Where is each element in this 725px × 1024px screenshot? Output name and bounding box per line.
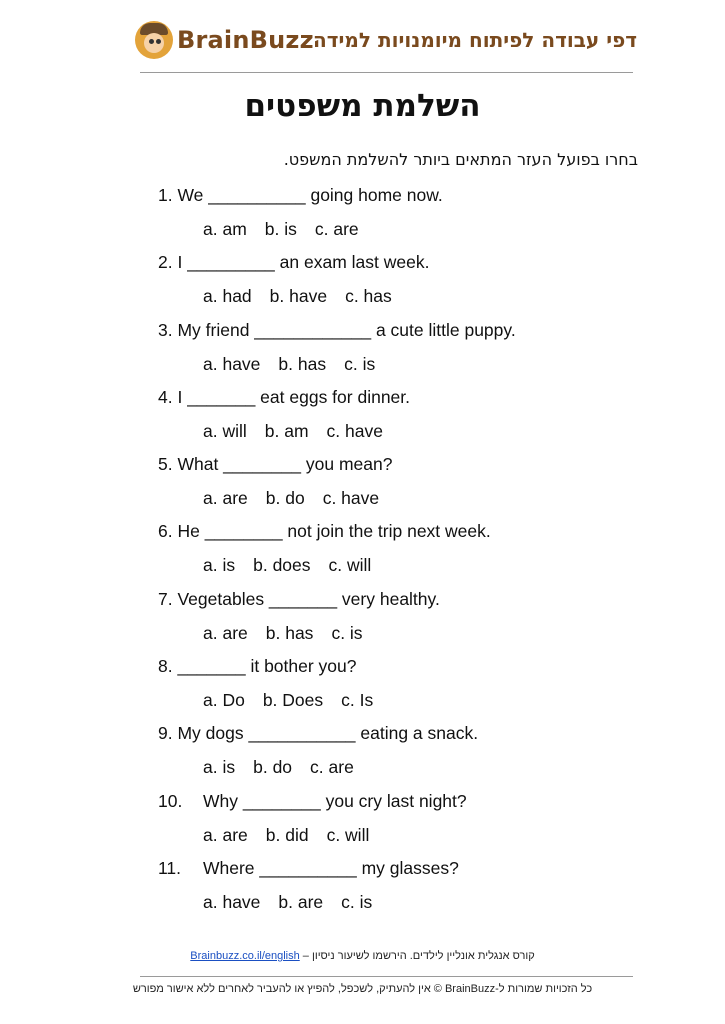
copyright-text: כל הזכויות שמורות ל-BrainBuzz © אין להעתיק, לשכפל, להפיץ או להעביר לאחרים ללא אישור מפורש [132,983,593,995]
question-number: 6. [158,521,173,542]
question-text: Where __________ my glasses? [203,857,459,878]
question-number: 1. [158,185,173,205]
question-text: We __________ going home now. [172,185,443,205]
option-a: a. are [203,488,248,509]
option-a: a. Do [203,690,245,711]
option-c: c. have [326,420,383,441]
question-text: _______ it bother you? [172,656,357,677]
question-item [158,182,638,249]
worksheet-title: השלמת משפטים [244,88,481,124]
option-c: c. will [326,824,370,845]
question-number: 3. [158,319,173,340]
option-c: c. is [341,891,373,912]
question-item [158,518,638,585]
question-text: He ________ not join the trip next week. [172,521,491,542]
option-a: a. will [203,420,247,441]
option-b: b. has [265,622,314,643]
question-number: 11. [158,857,182,878]
option-a: a. am [203,219,247,239]
option-b: b. does [253,555,311,576]
page-header [0,12,725,70]
option-c: c. is [331,622,363,643]
question-item [158,720,638,787]
question-text: Vegetables _______ very healthy. [172,588,440,609]
question-number: 8. [158,656,173,677]
question-text: I _________ an exam last week. [172,252,430,273]
brainbuzz-logo [135,16,314,64]
option-b: b. am [264,420,309,441]
footer-course-line [0,950,725,962]
option-b: b. are [278,891,324,912]
option-a: a. have [203,891,261,912]
option-a: a. are [203,824,248,845]
question-item [158,317,638,384]
option-a: a. have [203,353,261,374]
question-item [158,451,638,518]
question-text: My friend ____________ a cute little puppy. [172,319,516,340]
question-item [158,788,638,855]
header-title: דפי עבודה לפיתוח מיומנויות למידה [313,28,637,52]
option-c: c. is [344,353,376,374]
question-item [158,249,638,316]
question-number: 9. [158,723,173,744]
question-item [158,653,638,720]
option-c: c. are [314,219,359,239]
mascot-icon [135,21,173,59]
option-c: c. are [310,757,354,778]
question-text: Why ________ you cry last night? [203,790,467,811]
question-number: 7. [158,588,173,609]
question-item [158,384,638,451]
header-divider [140,72,633,73]
footer-divider [140,976,633,977]
option-b: b. is [264,219,297,239]
option-b: b. Does [262,690,324,711]
option-a: a. is [203,555,236,576]
question-number: 5. [158,454,173,475]
option-b: b. do [265,488,305,509]
option-c: c. Is [341,690,374,711]
option-b: b. do [253,757,293,778]
question-text: My dogs ___________ eating a snack. [172,723,479,744]
option-b: b. has [278,353,327,374]
footer-course-text: קורס אנגלית אונליין לילדים. הירשמו לשיעור ניסיון – [299,950,535,962]
option-b: b. did [265,824,309,845]
question-number: 4. [158,386,173,407]
question-number: 2. [158,252,173,273]
option-a: a. are [203,622,248,643]
question-item [158,855,638,922]
question-list [158,182,638,922]
logo-text: BrainBuzz [177,26,314,54]
option-b: b. have [269,286,328,307]
brainbuzz-english-link[interactable]: Brainbuzz.co.il/english [190,950,300,962]
worksheet-instruction: בחרו בפועל העזר המתאים ביותר להשלמת המשפט. [283,150,638,169]
question-text: What ________ you mean? [172,454,393,475]
option-a: a. is [203,757,236,778]
option-a: a. had [203,286,252,307]
option-c: c. have [322,488,380,509]
question-item [158,586,638,653]
option-c: c. will [328,555,372,576]
option-c: c. has [345,286,392,307]
question-text: I _______ eat eggs for dinner. [172,386,411,407]
question-number: 10. [158,790,183,811]
